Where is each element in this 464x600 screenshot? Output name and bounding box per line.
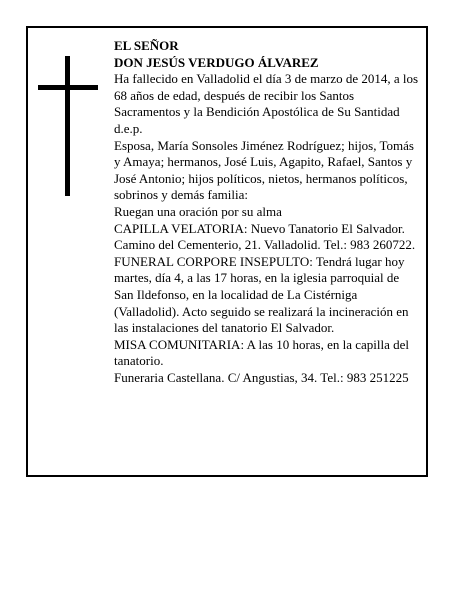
death-announcement: Ha fallecido en Valladolid el día 3 de marzo de 2014, a los 68 años de edad, después de recibir los Santos Sacramentos y la Bendición Apostólica de Su Santidad d.e.p. — [114, 71, 419, 136]
funeral-info: FUNERAL CORPORE INSEPULTO: Tendrá lugar hoy martes, día 4, a las 17 horas, en la iglesia parroquial de San Ildefonso, en la localidad de La Cistérniga (Valladolid). Acto seguido se realizará la incineración en las instalaciones del tanatorio El Salvador. — [114, 253, 409, 336]
chapel-info: CAPILLA VELATORIA: Nuevo Tanatorio El Salvador. Camino del Cementerio, 21. Valladolid. Tel.: 983 260722. — [114, 220, 416, 253]
family-list: Esposa, María Sonsoles Jiménez Rodríguez; hijos, Tomás y Amaya; hermanos, José Luis, Agapito, Rafael, Santos y José Antonio; hijos políticos, nietos, hermanos políticos, sobrinos y demás familia: — [114, 137, 414, 203]
prayer-request: Ruegan una oración por su alma — [114, 203, 282, 219]
latin-cross-icon — [38, 56, 98, 196]
cross-vertical-bar — [65, 56, 70, 196]
title-line-1: EL SEÑOR — [114, 38, 179, 53]
mass-info: MISA COMUNITARIA: A las 10 horas, en la capilla del tanatorio. — [114, 336, 410, 369]
funeral-home-info: Funeraria Castellana. C/ Angustias, 34. Tel.: 983 251225 — [114, 369, 409, 385]
obituary-text — [114, 38, 420, 386]
deceased-name: DON JESÚS VERDUGO ÁLVAREZ — [114, 54, 319, 70]
cross-horizontal-bar — [38, 85, 98, 90]
